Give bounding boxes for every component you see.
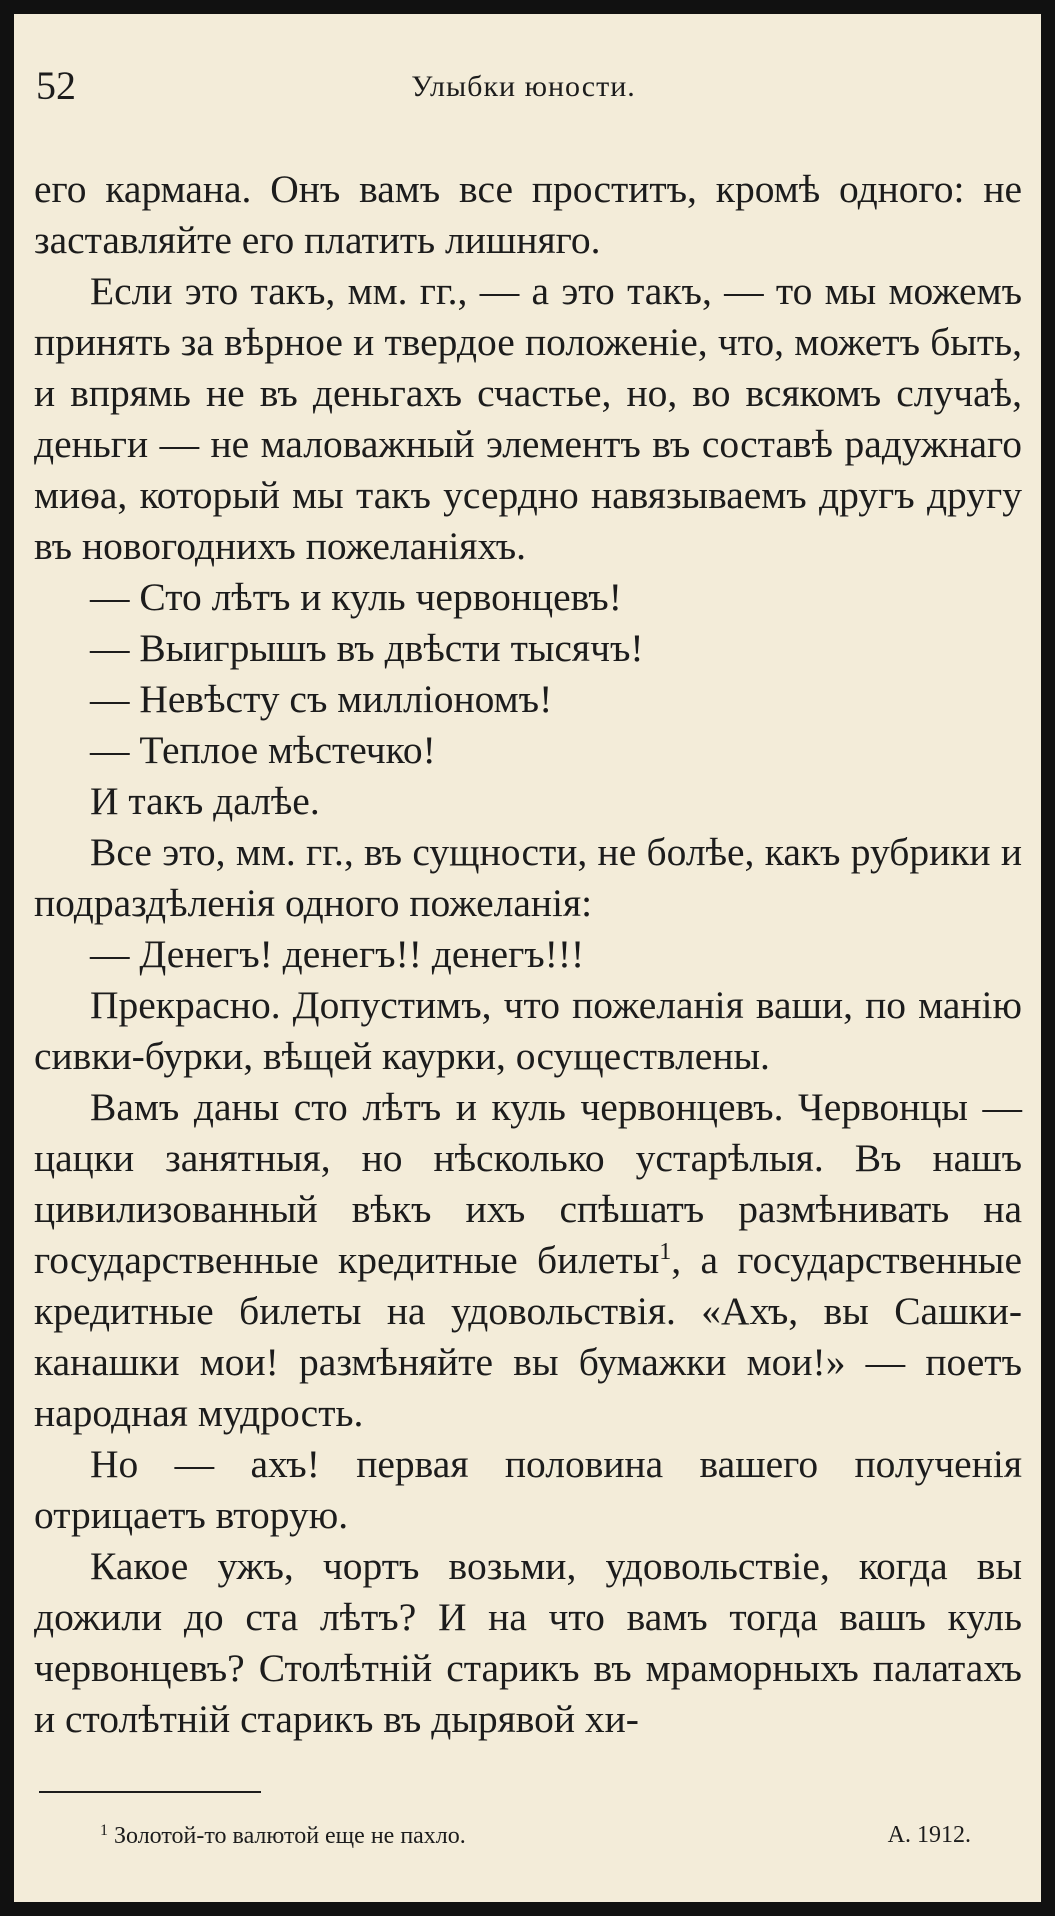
paragraph-continuation: а государственные кредитные билеты на удовольствiя. «Ахъ, вы Сашки-канашки мои! размѣняйте вы бумажки мои!» — поетъ народная мудрость.: [34, 1238, 1022, 1435]
paragraph: Но — ахъ! первая половина вашего полученiя отрицаетъ вторую.: [34, 1442, 1022, 1537]
running-title: Улыбки юности.: [411, 70, 636, 103]
body-text: [34, 164, 1022, 1745]
paragraph: Вамъ даны сто лѣтъ и куль червонцевъ. Червонцы — цацки занятныя, но нѣсколько устарѣлыя. Въ нашъ цивилизованный вѣкъ ихъ спѣшатъ размѣнивать на государственные кредитные билеты$^1$, а государственные кредитные билеты на удовольствiя. «Ахъ, вы Сашки-канашки мои! размѣняйте вы бумажки мои!» — поетъ народная мудрость.: [34, 1085, 1022, 1435]
exclamation-line: — Выигрышъ въ двѣсти тысячъ!: [90, 626, 644, 670]
paragraph: Если это такъ, мм. гг., — а это такъ, — то мы можемъ принять за вѣрное и твердое положенiе, что, можетъ быть, и впрямь не въ деньгахъ счастье, но, во всякомъ случаѣ, деньги — не маловажный элементъ въ составѣ радужнаго миѳа, который мы такъ усердно навязываемъ другъ другу въ новогоднихъ пожеланiяхъ.: [34, 269, 1022, 568]
footnote-signature: А. 1912.: [887, 1822, 971, 1848]
footnote: [100, 1822, 971, 1850]
paragraph: его кармана. Онъ вамъ все проститъ, кромѣ одного: не заставляйте его платить лишняго.: [34, 167, 1022, 262]
book-page: [14, 14, 1041, 1902]
paragraph: Какое ужъ, чортъ возьми, удовольствiе, когда вы дожили до ста лѣтъ? И на что вамъ тогда вашъ куль червонцевъ? Столѣтнiй старикъ въ мраморныхъ палатахъ и столѣтнiй старикъ въ дырявой хи-: [34, 1544, 1022, 1741]
footnote-divider: [39, 1791, 261, 1793]
exclamation-line: — Невѣсту съ миллiономъ!: [90, 677, 553, 721]
paragraph: И такъ далѣе.: [90, 779, 320, 823]
exclamation-line: — Денегъ! денегъ!! денегъ!!!: [90, 932, 585, 976]
exclamation-line: — Теплое мѣстечко!: [90, 728, 436, 772]
footnote-reference: 1: [659, 1239, 672, 1265]
running-head: [36, 62, 1011, 112]
exclamation-line: — Сто лѣтъ и куль червонцевъ!: [90, 575, 622, 619]
footnote-number: 1: [100, 1822, 108, 1839]
paragraph: Прекрасно. Допустимъ, что пожеланiя ваши, по манiю сивки-бурки, вѣщей каурки, осуществлены.: [34, 983, 1022, 1078]
footnote-text: Золотой-то валютой еще не пахло.: [114, 1823, 466, 1849]
paragraph-text: Вамъ даны сто лѣтъ и куль червонцевъ. Червонцы — цацки занятныя, но нѣсколько устарѣлыя. Въ нашъ цивилизованный вѣкъ ихъ спѣшатъ размѣнивать на государственные кредитные билеты: [34, 1085, 1022, 1282]
page-number: 52: [36, 63, 76, 108]
paragraph: Все это, мм. гг., въ сущности, не болѣе, какъ рубрики и подраздѣленiя одного пожеланiя:: [34, 830, 1022, 925]
